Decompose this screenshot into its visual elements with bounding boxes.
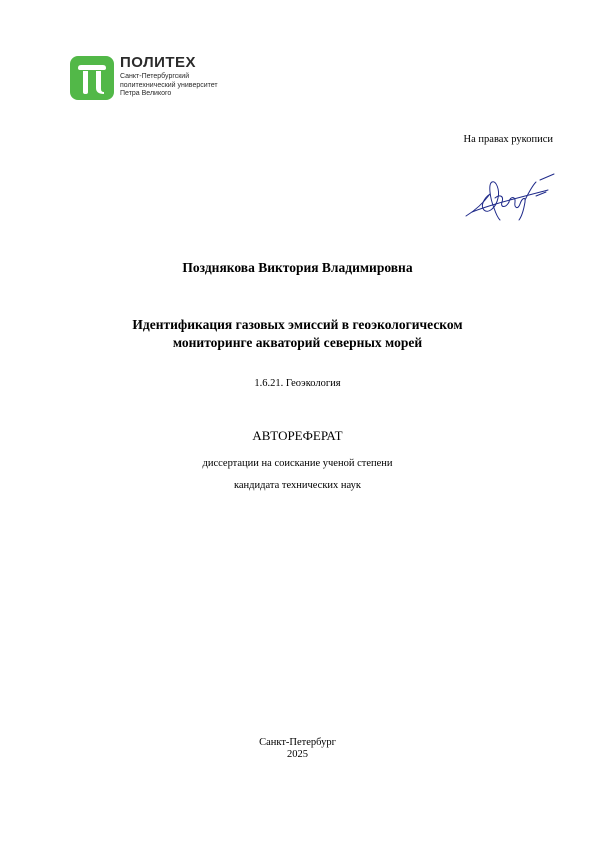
logo-subtitle	[120, 73, 218, 99]
logo-subtitle-line: Петра Великого	[120, 90, 172, 97]
degree-description	[0, 453, 595, 497]
title-line: Идентификация газовых эмиссий в геоэкологическом	[132, 317, 463, 332]
specialty-code: 1.6.21. Геоэкология	[254, 378, 341, 389]
document-type: АВТОРЕФЕРАТ	[252, 428, 343, 443]
author-name: Позднякова Виктория Владимировна	[182, 260, 413, 275]
degree-line: кандидата технических наук	[233, 480, 362, 491]
politech-logo-icon	[70, 56, 114, 100]
manuscript-note: На правах рукописи	[463, 134, 553, 145]
logo-subtitle-line: политехнический университет	[120, 81, 218, 89]
city: Санкт-Петербург	[259, 737, 336, 748]
handwritten-signature	[462, 168, 557, 224]
logo-title: ПОЛИТЕХ	[120, 54, 197, 71]
place-and-year	[0, 737, 595, 761]
logo-subtitle-line: Санкт-Петербургский	[120, 73, 190, 80]
dissertation-title	[0, 316, 595, 352]
year: 2025	[287, 749, 308, 760]
university-logo	[70, 55, 250, 105]
degree-line: диссертации на соискание ученой степени	[202, 458, 393, 469]
title-line: мониторинге акваторий северных морей	[172, 335, 423, 350]
